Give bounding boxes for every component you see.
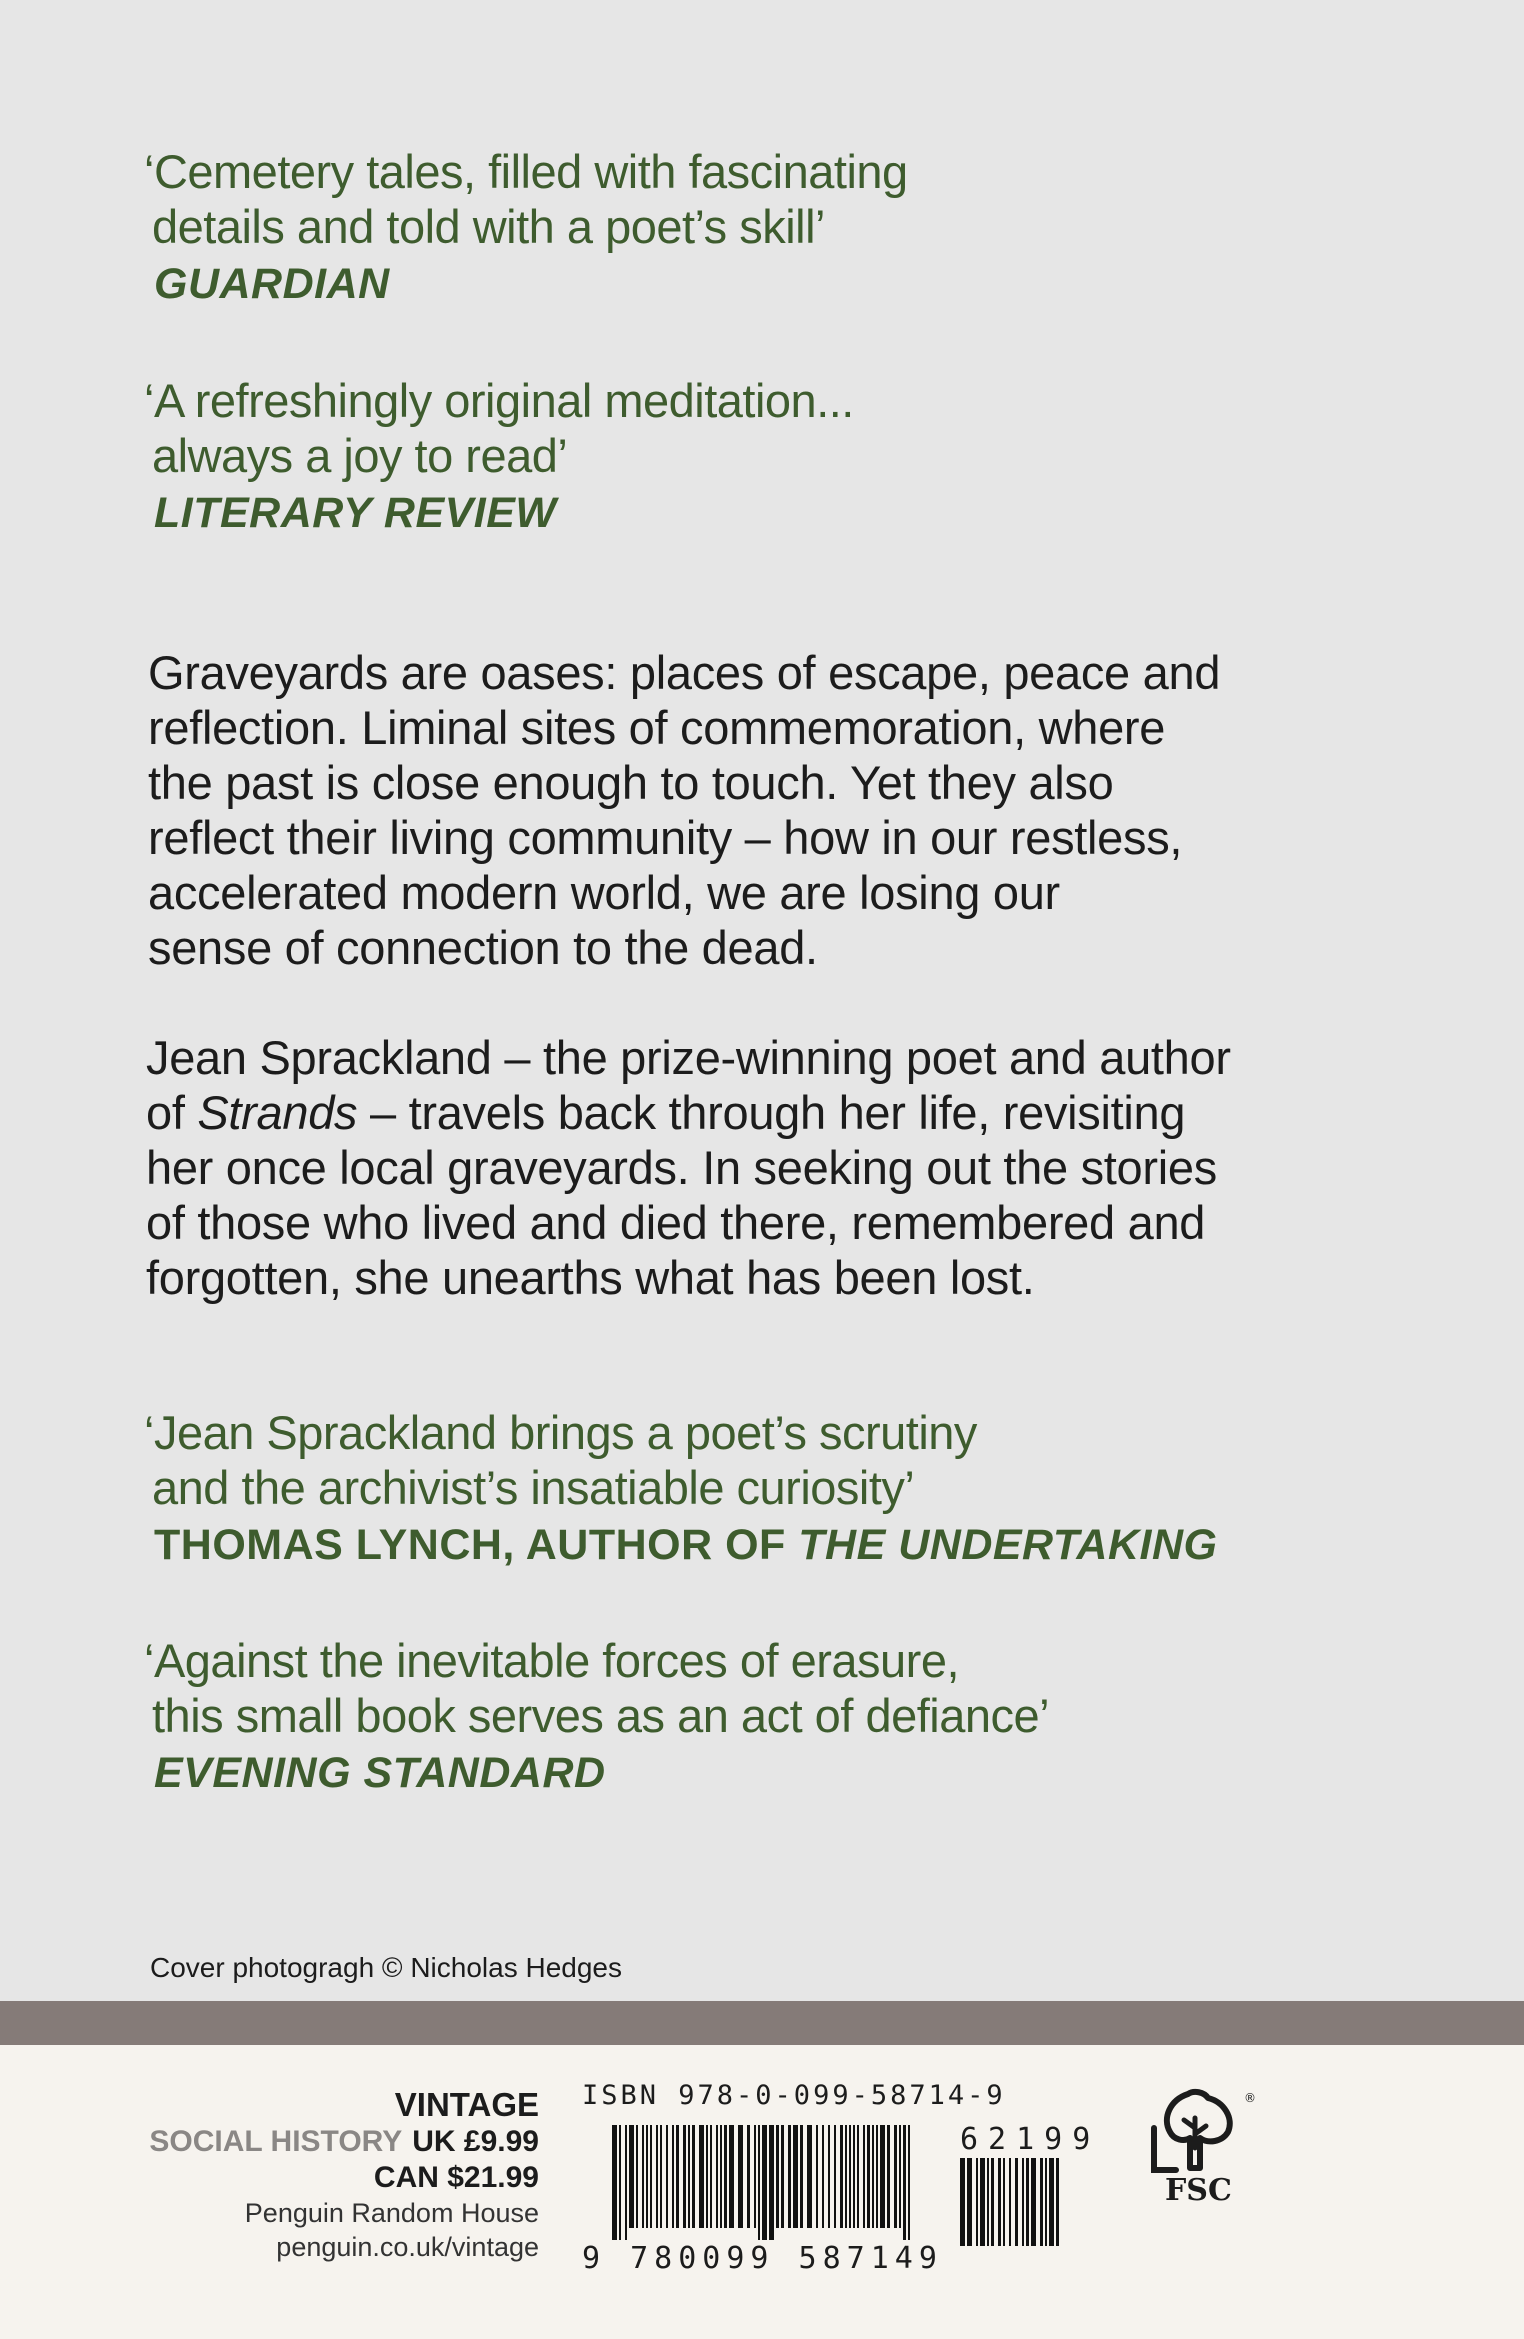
price-uk: UK £9.99 bbox=[412, 2125, 539, 2158]
quote-line: always a joy to read’ bbox=[152, 429, 568, 482]
blurb-paragraph-1 bbox=[148, 645, 1220, 975]
blurb-line: accelerated modern world, we are losing our bbox=[148, 866, 1060, 919]
blurb-line: reflection. Liminal sites of commemoration, where bbox=[148, 701, 1166, 754]
divider-band bbox=[0, 2001, 1524, 2045]
registered-mark: ® bbox=[1244, 2091, 1256, 2105]
blurb-line: reflect their living community – how in our restless, bbox=[148, 811, 1183, 864]
barcode-bar bbox=[991, 2158, 994, 2246]
barcode-bar bbox=[816, 2125, 818, 2228]
quote-line: details and told with a poet’s skill’ bbox=[152, 200, 825, 253]
barcode-bar bbox=[781, 2125, 784, 2228]
barcode-bar bbox=[625, 2125, 627, 2240]
barcode-bar bbox=[899, 2125, 901, 2228]
barcode-bar bbox=[967, 2158, 972, 2246]
barcode-bar bbox=[720, 2125, 722, 2228]
barcode-bar bbox=[894, 2125, 897, 2228]
barcode-bar bbox=[642, 2125, 644, 2228]
price-can: CAN $21.99 bbox=[373, 2161, 539, 2194]
barcode-bar bbox=[980, 2158, 985, 2246]
blurb-line: Jean Sprackland – the prize-winning poet and author bbox=[146, 1031, 1231, 1084]
quote-evening-standard bbox=[144, 1633, 1049, 1803]
barcode-bar bbox=[776, 2125, 779, 2228]
barcode-bar bbox=[887, 2125, 890, 2228]
barcode-bar bbox=[1015, 2158, 1018, 2246]
barcode-bar bbox=[747, 2125, 750, 2228]
barcode-bar bbox=[656, 2125, 658, 2228]
barcode-bar bbox=[834, 2125, 836, 2228]
blurb-line: forgotten, she unearths what has been lost. bbox=[146, 1251, 1035, 1304]
barcode-bar bbox=[769, 2125, 774, 2240]
book-title-undertaking: THE UNDERTAKING bbox=[798, 1521, 1218, 1569]
barcode-bar bbox=[828, 2125, 830, 2228]
barcode-bar bbox=[998, 2158, 1001, 2246]
quote-source-text: THOMAS LYNCH, AUTHOR OF bbox=[154, 1521, 799, 1569]
quote-line: ‘Jean Sprackland brings a poet’s scrutiny bbox=[144, 1406, 977, 1459]
barcode-bar bbox=[1056, 2158, 1059, 2246]
barcode-bar bbox=[1045, 2158, 1047, 2246]
barcode-bar bbox=[729, 2125, 734, 2228]
barcode-bar bbox=[1022, 2158, 1024, 2246]
barcode-bar bbox=[872, 2125, 874, 2228]
blurb-paragraph-2 bbox=[146, 1030, 1231, 1305]
isbn-label: ISBN 978-0-099-58714-9 bbox=[582, 2080, 1006, 2111]
quote-thomas-lynch bbox=[144, 1405, 1217, 1575]
blurb-line: of those who lived and died there, remembered and bbox=[146, 1196, 1206, 1249]
barcode-bar bbox=[612, 2125, 617, 2240]
barcode-bar bbox=[822, 2125, 824, 2228]
quote-literary-review bbox=[144, 373, 854, 543]
isbn-digits: 9 780099 587149 bbox=[582, 2241, 943, 2276]
blurb-line: her once local graveyards. In seeking out the stories bbox=[146, 1141, 1217, 1194]
publisher-url: penguin.co.uk/vintage bbox=[276, 2232, 539, 2262]
barcode-bar bbox=[976, 2158, 978, 2246]
barcode-bar bbox=[754, 2125, 756, 2228]
barcode-bar bbox=[987, 2158, 989, 2246]
barcode-bar bbox=[636, 2125, 638, 2228]
barcode-bar bbox=[619, 2125, 621, 2240]
barcode-bar bbox=[793, 2125, 798, 2228]
barcode-bar bbox=[710, 2125, 712, 2228]
quote-line: and the archivist’s insatiable curiosity’ bbox=[152, 1461, 915, 1514]
blurb-line: Graveyards are oases: places of escape, peace and bbox=[148, 646, 1221, 699]
barcode-bar bbox=[692, 2125, 695, 2228]
barcode-bar bbox=[788, 2125, 791, 2228]
barcode-bar bbox=[762, 2125, 767, 2240]
barcode-bar bbox=[629, 2125, 634, 2228]
barcode-bar bbox=[853, 2125, 855, 2228]
barcode-bar bbox=[908, 2125, 910, 2240]
quote-line: ‘A refreshingly original meditation... bbox=[144, 374, 854, 427]
blurb-text: – travels back through her life, revisiting bbox=[357, 1086, 1186, 1139]
category-label: SOCIAL HISTORY bbox=[149, 2125, 403, 2158]
barcode-bar bbox=[1040, 2158, 1043, 2246]
barcode-bar bbox=[800, 2125, 803, 2228]
quote-line: ‘Against the inevitable forces of erasure, bbox=[144, 1634, 960, 1687]
barcode-bar bbox=[903, 2125, 906, 2240]
barcode-bar bbox=[672, 2125, 674, 2228]
barcode-bar bbox=[857, 2125, 859, 2228]
barcode-bar bbox=[688, 2125, 690, 2228]
barcode-bar bbox=[840, 2125, 843, 2228]
barcode-bar bbox=[1003, 2158, 1005, 2246]
book-title-strands: Strands bbox=[197, 1086, 358, 1139]
barcode-bar bbox=[706, 2125, 708, 2228]
price-uk-row bbox=[149, 2124, 539, 2160]
blurb-text: of bbox=[146, 1086, 198, 1139]
barcode-bar bbox=[738, 2125, 743, 2228]
barcode-bar bbox=[650, 2125, 652, 2228]
barcode-bar bbox=[676, 2125, 679, 2228]
barcode-bar bbox=[683, 2125, 686, 2228]
publisher-block bbox=[149, 2086, 539, 2264]
quote-line: this small book serves as an act of defiance’ bbox=[152, 1689, 1050, 1742]
barcode-bar bbox=[845, 2125, 847, 2228]
barcode-bar bbox=[807, 2125, 812, 2228]
barcode-icon bbox=[612, 2125, 917, 2245]
fsc-label: FSC bbox=[1165, 2173, 1232, 2208]
quote-line: ‘Cemetery tales, filled with fascinating bbox=[144, 145, 908, 198]
publisher-house: Penguin Random House bbox=[244, 2198, 539, 2228]
addon-digits: 62199 bbox=[960, 2122, 1101, 2157]
barcode-bar bbox=[1049, 2158, 1054, 2246]
quote-source bbox=[144, 1515, 1217, 1575]
blurb-line: sense of connection to the dead. bbox=[148, 921, 818, 974]
barcode-bar bbox=[716, 2125, 718, 2228]
barcode-bar bbox=[1031, 2158, 1036, 2246]
quote-source: LITERARY REVIEW bbox=[154, 489, 557, 537]
barcode-bar bbox=[758, 2125, 760, 2240]
quote-source: EVENING STANDARD bbox=[154, 1749, 606, 1797]
blurb-line: the past is close enough to touch. Yet they also bbox=[148, 756, 1114, 809]
barcode-bar bbox=[876, 2125, 878, 2228]
blurb-line bbox=[146, 1085, 1231, 1140]
quote-source: GUARDIAN bbox=[154, 260, 390, 308]
barcode-bar bbox=[646, 2125, 648, 2228]
cover-credit: Cover photogragh © Nicholas Hedges bbox=[150, 1952, 623, 1983]
barcode-bar bbox=[867, 2125, 870, 2228]
barcode-bar bbox=[849, 2125, 851, 2228]
fsc-tree-icon bbox=[1148, 2088, 1258, 2178]
imprint-name: VINTAGE bbox=[394, 2086, 539, 2123]
barcode-bar bbox=[1009, 2158, 1011, 2246]
barcode-bar bbox=[666, 2125, 668, 2228]
barcode-bar bbox=[724, 2125, 727, 2228]
quote-guardian bbox=[144, 144, 908, 314]
barcode-bar bbox=[699, 2125, 704, 2228]
barcode-bar bbox=[960, 2158, 965, 2246]
barcode-bar bbox=[880, 2125, 885, 2228]
addon-barcode-icon bbox=[960, 2158, 1070, 2263]
barcode-bar bbox=[863, 2125, 865, 2228]
barcode-bar bbox=[660, 2125, 662, 2228]
barcode-bar bbox=[1026, 2158, 1029, 2246]
